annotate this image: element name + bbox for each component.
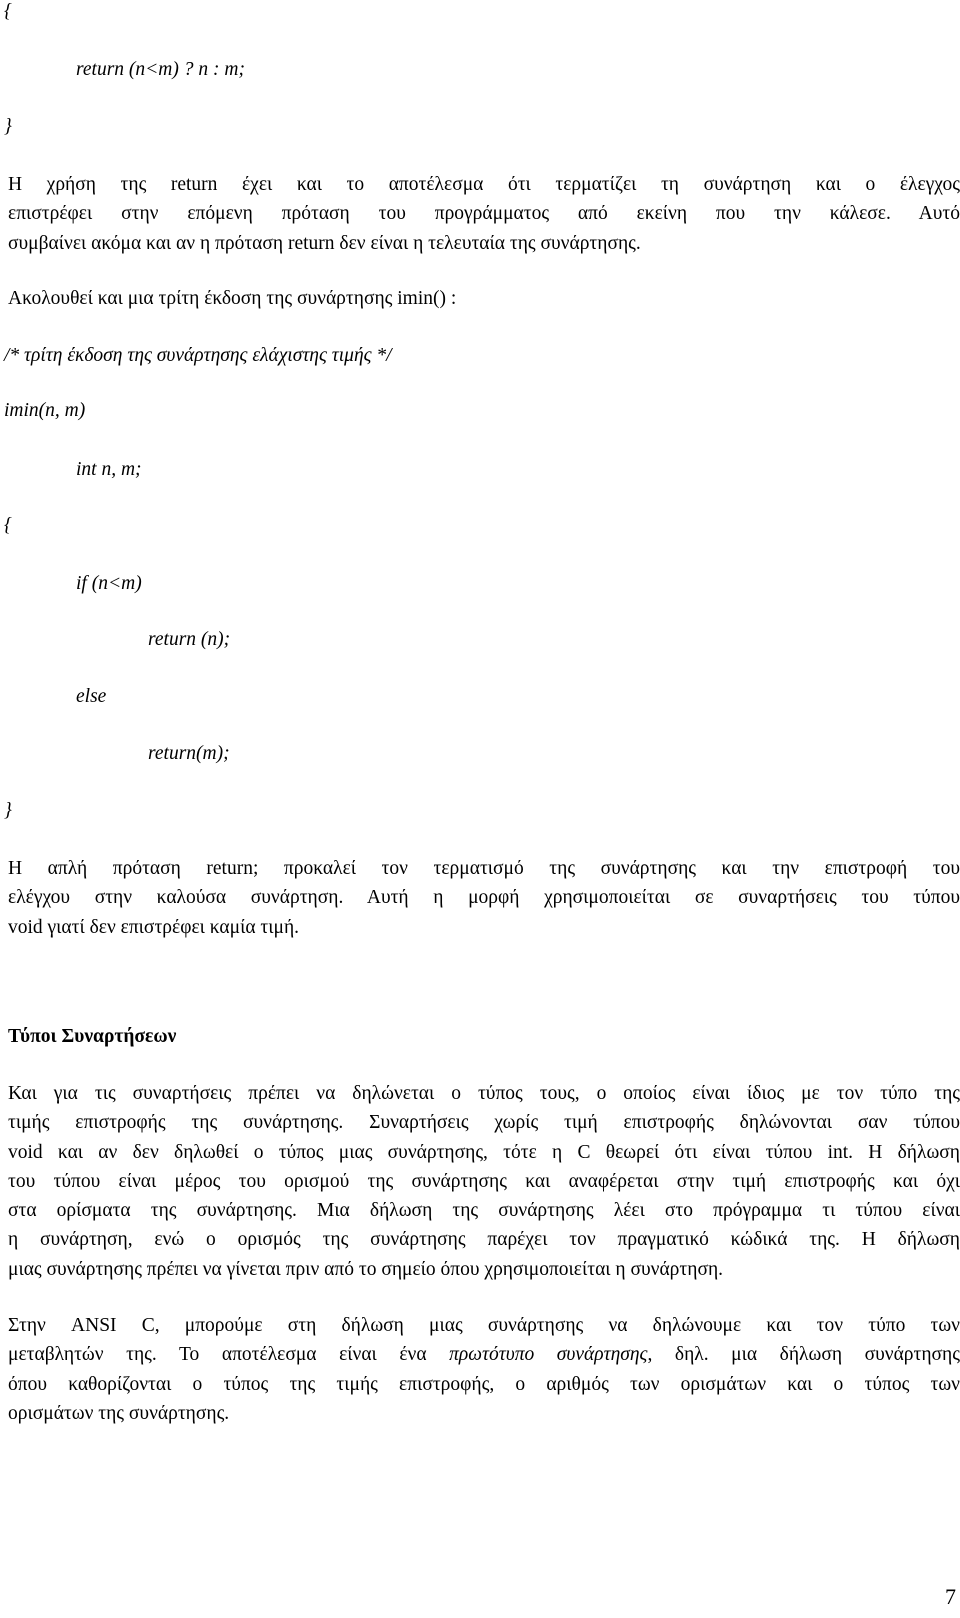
code-comment: /* τρίτη έκδοση της συνάρτησης ελάχιστης τιμής */ <box>4 345 392 366</box>
code-brace-open: { <box>4 1 12 22</box>
code-return-m: return(m); <box>148 743 230 764</box>
code-return-n: return (n); <box>148 629 231 650</box>
text-line: Η χρήση της return έχει και το αποτέλεσμα ότι τερματίζει τη συνάρτηση και ο έλεγχος <box>8 174 960 195</box>
text-line: επιστρέφει στην επόμενη πρόταση του προγράμματος από εκείνη που την κάλεσε. Αυτό <box>8 203 960 225</box>
code-brace-open: { <box>4 515 12 536</box>
paragraph-simple-return <box>8 854 960 942</box>
emphasis-term: πρωτότυπο συνάρτησης <box>449 1344 648 1366</box>
intro-third-version: Ακολουθεί και μια τρίτη έκδοση της συνάρτησης imin() : <box>8 288 457 309</box>
text-line: Η απλή πρόταση return; προκαλεί τον τερματισμό της συνάρτησης και την επιστροφή του <box>8 858 960 879</box>
code-return-line: return (n<m) ? n : m; <box>76 59 245 80</box>
paragraph-function-types <box>8 1079 960 1284</box>
text-line: ορισμάτων της συνάρτησης. <box>8 1402 230 1424</box>
text-fragment: μεταβλητών της. Το αποτέλεσμα είναι ένα <box>8 1344 450 1366</box>
text-line: μιας συνάρτησης πρέπει να γίνεται πριν από το σημείο όπου χρησιμοποιείται η συνάρτηση. <box>8 1258 724 1280</box>
code-brace-close: } <box>4 800 12 821</box>
paragraph-ansi-prototype <box>8 1311 960 1428</box>
code-signature: imin(n, m) <box>4 400 86 421</box>
section-heading: Τύποι Συναρτήσεων <box>8 1026 177 1047</box>
text-line: Και για τις συναρτήσεις πρέπει να δηλώνεται ο τύπος τους, ο οποίος είναι ίδιος με τον τύπο της <box>8 1083 960 1104</box>
page-number: 7 <box>945 1584 956 1609</box>
text-line: η συνάρτηση, ενώ ο ορισμός της συνάρτησης παρέχει τον πραγματικό κώδικά της. Η δήλωση <box>8 1229 960 1251</box>
code-declaration: int n, m; <box>76 459 142 480</box>
paragraph-return-behavior <box>8 170 960 258</box>
text-line: τιμής επιστροφής της συνάρτησης. Συναρτήσεις χωρίς τιμή επιστροφής δηλώνονται σαν τύπου <box>8 1112 960 1134</box>
text-line: όπου καθορίζονται ο τύπος της τιμής επιστροφής, ο αριθμός των ορισμάτων και ο τύπος των <box>8 1373 960 1395</box>
text-line: ελέγχου στην καλούσα συνάρτηση. Αυτή η μορφή χρησιμοποιείται σε συναρτήσεις του τύπου <box>8 887 960 909</box>
text-fragment: , δηλ. μια δήλωση συνάρτησης <box>647 1344 960 1366</box>
text-line: Στην ANSI C, μπορούμε στη δήλωση μιας συνάρτησης να δηλώνουμε και τον τύπο των <box>8 1315 960 1336</box>
text-line-with-emphasis <box>8 1340 960 1369</box>
text-line: void γιατί δεν επιστρέφει καμία τιμή. <box>8 916 300 938</box>
code-else-line: else <box>76 686 107 707</box>
text-line: συμβαίνει ακόμα και αν η πρόταση return δεν είναι η τελευταία της συνάρτησης. <box>8 232 641 254</box>
code-if-line: if (n<m) <box>76 573 142 594</box>
text-line: void και αν δεν δηλωθεί ο τύπος μιας συνάρτησης, τότε η C θεωρεί ότι είναι τύπου int. Η δήλωση <box>8 1141 960 1163</box>
code-brace-close: } <box>4 116 12 137</box>
text-line: στα ορίσματα της συνάρτησης. Μια δήλωση της συνάρτησης λέει στο πρόγραμμα τι τύπου είναι <box>8 1200 960 1222</box>
text-line: του τύπου είναι μέρος του ορισμού της συνάρτησης και αναφέρεται στην τιμή επιστροφής και όχι <box>8 1170 960 1192</box>
